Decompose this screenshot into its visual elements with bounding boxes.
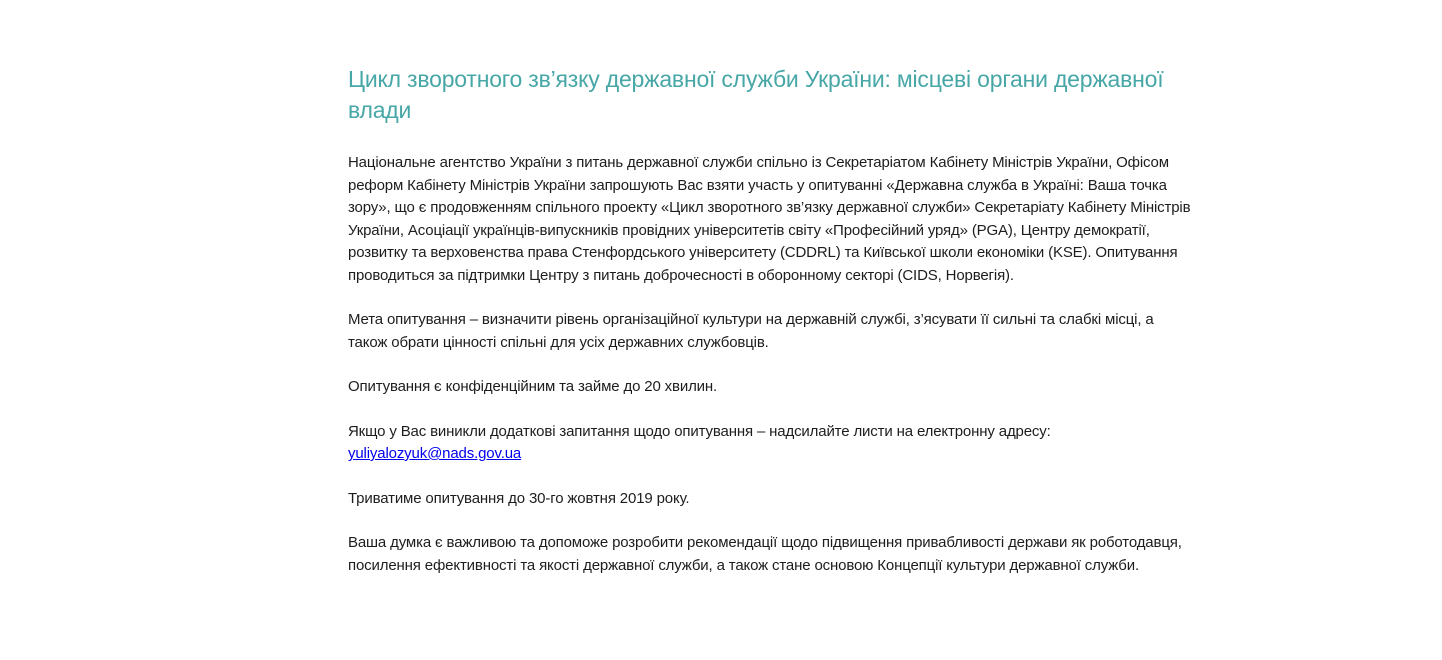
contact-email-link[interactable]: yuliyalozyuk@nads.gov.ua [348,445,522,462]
article [348,64,1196,599]
confidentiality-paragraph: Опитування є конфіденційним та займе до 20 хвилин. [348,378,718,395]
contact-text: Якщо у Вас виникли додаткові запитання щодо опитування – надсилайте листи на електронну адресу: [348,422,1051,440]
contact-paragraph [348,421,1196,466]
closing-paragraph: Ваша думка є важливою та допоможе розробити рекомендації щодо підвищення привабливості держави як роботодавця, посилення ефективності та якості державної служби, а також стане основою Концепції культури державної служби. [348,534,1182,574]
goal-paragraph: Мета опитування – визначити рівень організаційної культури на державній службі, з’ясувати її сильні та слабкі місці, а також обрати цінності спільні для усіх державних службовців. [348,311,1154,351]
page-title: Цикл зворотного зв’язку державної служби України: місцеві органи державної влади [348,66,1164,123]
intro-paragraph: Національне агентство України з питань державної служби спільно із Секретаріатом Кабінету Міністрів України, Офісом реформ Кабінету Міністрів України запрошують Вас взяти участь у опитуванні «Державна служба в Україні: Ваша точка зору», що є продовженням спільного проекту «Цикл зворотного зв’язку державної служби» Секретаріату Кабінету Міністрів України, Асоціації українців-випускників провідних університетів світу «Професійний уряд» (PGA), Центру демократії, розвитку та верховенства права Стенфордського університету (CDDRL) та Київської школи економіки (KSE). Опитування проводиться за підтримки Центру з питань доброчесності в оборонному секторі (CIDS, Норвегія). [348,154,1191,284]
deadline-paragraph: Триватиме опитування до 30-го жовтня 2019 року. [348,489,690,507]
